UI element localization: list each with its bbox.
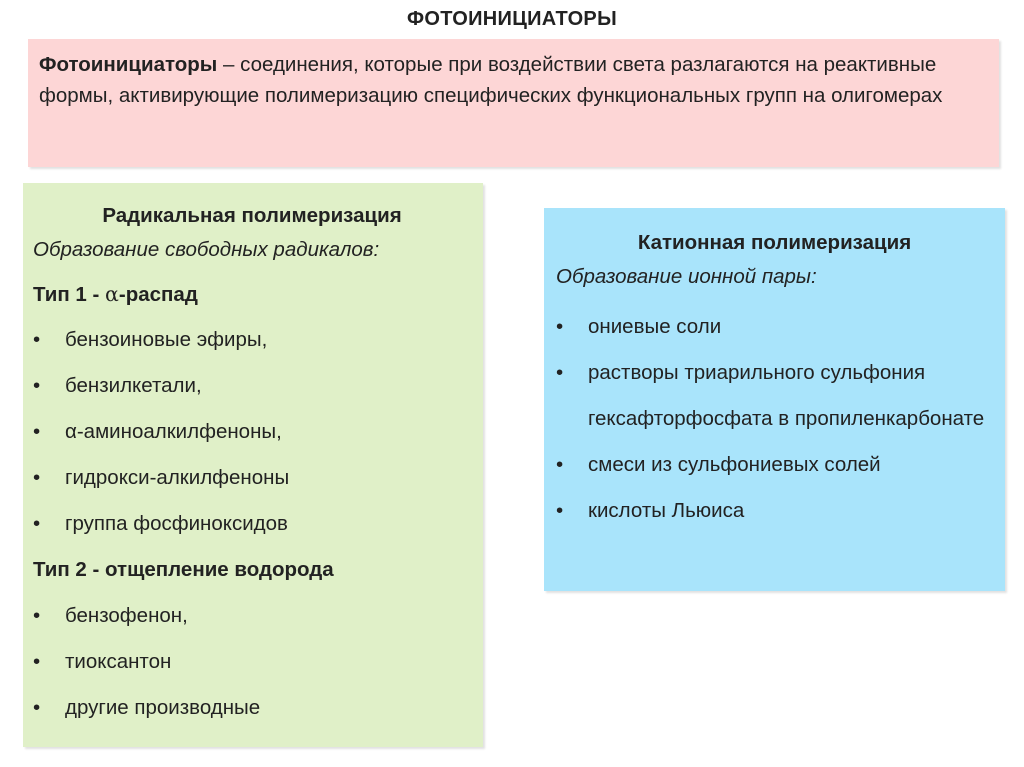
list-item — [33, 463, 471, 509]
cationic-subheading — [556, 260, 993, 304]
bullet-icon: • — [33, 696, 41, 719]
slide-title: ФОТОИНИЦИАТОРЫ — [407, 8, 617, 30]
cationic-polymerization-panel — [544, 208, 1005, 591]
list-item — [556, 442, 993, 488]
cationic-subheading-text: Образование ионной пары — [556, 265, 811, 288]
cationic-subheading-colon: : — [811, 265, 817, 288]
list-item — [556, 350, 993, 442]
bullet-icon: • — [33, 420, 41, 443]
bullet-icon: • — [556, 499, 564, 522]
radical-subheading — [33, 233, 471, 279]
type1-prefix: Тип 1 - — [33, 283, 106, 306]
definition-term: Фотоинициаторы — [39, 53, 218, 76]
definition-box — [28, 39, 999, 167]
list-item-text: бензилкетали, — [65, 374, 202, 397]
list-item-text: ониевые соли — [588, 315, 722, 338]
list-item — [33, 601, 471, 647]
cationic-heading: Катионная полимеризация — [637, 231, 912, 254]
list-item-text: гидрокси-алкилфеноны — [65, 466, 290, 489]
definition-text: – соединения, которые при воздействии света разлагаются на реактивные формы, активирующие полимеризацию специфических функциональных групп на олигомерах — [39, 53, 943, 107]
list-item — [33, 371, 471, 417]
bullet-icon: • — [33, 328, 41, 351]
cationic-list — [556, 304, 993, 534]
list-item — [33, 325, 471, 371]
type2-heading: Тип 2 - отщепление водорода — [33, 558, 334, 581]
list-item-text: группа фосфиноксидов — [65, 512, 288, 535]
list-item-text: α-аминоалкилфеноны, — [65, 420, 282, 443]
bullet-icon: • — [33, 650, 41, 673]
bullet-icon: • — [556, 315, 564, 338]
bullet-icon: • — [33, 512, 41, 535]
type1-heading — [33, 279, 471, 325]
list-item — [33, 693, 471, 739]
type1-suffix: -распад — [118, 283, 198, 306]
bullet-icon: • — [33, 604, 41, 627]
list-item — [556, 304, 993, 350]
radical-polymerization-panel — [23, 183, 483, 747]
list-item — [33, 417, 471, 463]
alpha-symbol: α — [105, 282, 119, 306]
type1-list — [33, 325, 471, 555]
list-item-text: кислоты Льюиса — [588, 499, 745, 522]
radical-heading: Радикальная полимеризация — [102, 204, 402, 227]
type2-list — [33, 601, 471, 739]
bullet-icon: • — [33, 374, 41, 397]
list-item — [33, 647, 471, 693]
radical-subheading-text: Образование свободных радикалов — [33, 238, 374, 261]
list-item — [556, 488, 993, 534]
list-item-text: тиоксантон — [65, 650, 172, 673]
bullet-icon: • — [556, 453, 564, 476]
list-item-text: бензофенон, — [65, 604, 188, 627]
bullet-icon: • — [556, 361, 564, 384]
bullet-icon: • — [33, 466, 41, 489]
list-item-text: бензоиновые эфиры, — [65, 328, 268, 351]
list-item-text: смеси из сульфониевых солей — [588, 453, 881, 476]
radical-subheading-colon: : — [373, 238, 380, 261]
list-item-text: растворы триарильного сульфония гексафторфосфата в пропиленкарбонате — [588, 361, 985, 430]
list-item-text: другие производные — [65, 696, 261, 719]
list-item — [33, 509, 471, 555]
